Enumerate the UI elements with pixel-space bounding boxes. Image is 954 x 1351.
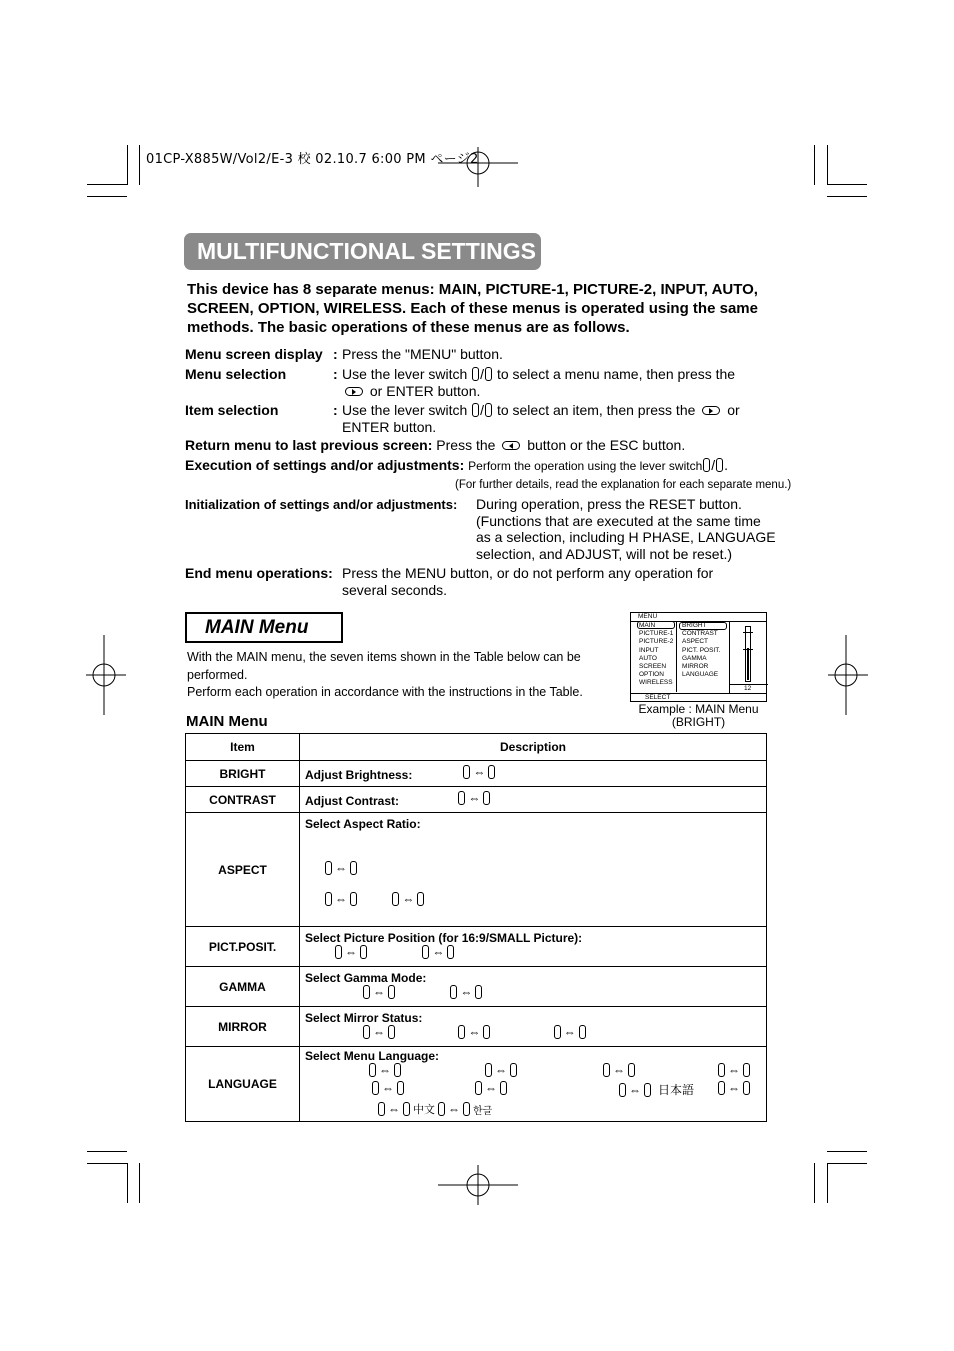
lever-down-icon — [485, 1063, 492, 1077]
op-text-part: button or the ESC button. — [527, 437, 686, 453]
lever-up-icon — [628, 1063, 635, 1077]
lever-down-icon — [718, 1063, 725, 1077]
osd-right-item: PICT. POSIT. — [682, 646, 721, 654]
op-text-part: Press the — [436, 437, 496, 453]
registration-mark-bottom — [438, 1165, 518, 1205]
op-text: Press the "MENU" button. — [342, 346, 503, 362]
lever-down-icon — [392, 892, 399, 906]
op-text-part: ENTER button. — [342, 418, 437, 435]
lever-down-icon — [475, 1081, 482, 1095]
op-label: Execution of settings and/or adjustments: — [185, 457, 465, 473]
desc-cell — [300, 1047, 767, 1122]
osd-left-list — [639, 622, 673, 688]
intro-paragraph: This device has 8 separate menus: MAIN, PICTURE-1, PICTURE-2, INPUT, AUTO, SCREEN, OPTION, WIRELESS. Each of these menus is operated using the same methods. The basic operations of these menus are as follows. — [187, 281, 758, 336]
desc-text: Select Mirror Status: — [305, 1011, 423, 1025]
position-arrows: ⇔ — [422, 945, 454, 959]
lever-down-icon — [450, 985, 457, 999]
op-colon: : — [333, 402, 338, 418]
right-button-icon — [702, 406, 720, 415]
lever-down-icon — [718, 1081, 725, 1095]
item-cell: MIRROR — [186, 1007, 300, 1047]
crop-mark — [827, 145, 828, 185]
op-label: Menu selection — [185, 366, 287, 382]
crop-mark — [827, 196, 867, 197]
lever-up-icon — [388, 1025, 395, 1039]
table-row — [186, 927, 767, 967]
lever-up-icon — [483, 1025, 490, 1039]
desc-text: Select Menu Language: — [305, 1049, 440, 1063]
osd-right-item: GAMMA — [682, 654, 707, 662]
mirror-arrows: ⇔ — [554, 1025, 586, 1039]
table-row — [186, 787, 767, 813]
registration-mark-left — [86, 635, 126, 715]
lever-down-icon — [363, 985, 370, 999]
table-row — [186, 1007, 767, 1047]
crop-mark — [814, 1163, 815, 1203]
osd-left-item: MAIN — [639, 622, 656, 629]
lever-up-icon — [360, 945, 367, 959]
op-text-part: to select a menu name, then press the — [496, 366, 736, 382]
op-text-part: During operation, press the RESET button. — [476, 496, 742, 512]
lever-up-icon — [475, 985, 482, 999]
crop-mark — [827, 1163, 828, 1203]
crop-mark — [87, 1151, 127, 1152]
mirror-arrows: ⇔ — [458, 1025, 490, 1039]
language-arrow: ⇔ 日本語 — [619, 1081, 694, 1098]
language-arrow: ⇔ — [718, 1063, 750, 1077]
desc-cell — [300, 761, 767, 787]
op-label: Menu screen display — [185, 346, 323, 362]
main-menu-desc-line: With the MAIN menu, the seven items shown in the Table below can be performed. — [187, 650, 581, 682]
osd-left-item: AUTO — [639, 654, 657, 662]
main-menu-description — [187, 649, 617, 702]
lever-up-icon — [743, 1081, 750, 1095]
position-arrows: ⇔ — [335, 945, 367, 959]
op-text-part: (Functions that are executed at the same time — [476, 512, 761, 529]
language-arrow: ⇔ — [718, 1081, 750, 1095]
table-row — [186, 813, 767, 927]
lever-down-icon — [554, 1025, 561, 1039]
lever-up-icon — [350, 861, 357, 875]
lever-down-icon — [369, 1063, 376, 1077]
item-cell: GAMMA — [186, 967, 300, 1007]
lever-down-icon — [603, 1063, 610, 1077]
col-desc-header: Description — [300, 734, 767, 761]
col-item-header: Item — [186, 734, 300, 761]
lever-up-icon — [447, 945, 454, 959]
aspect-arrows-row — [325, 892, 761, 909]
op-text-part: or — [727, 402, 740, 418]
osd-right-item: LANGUAGE — [682, 671, 719, 679]
crop-mark — [814, 145, 815, 185]
lever-down-icon — [485, 403, 492, 417]
language-arrow: ⇔ 中文 ⇔ 한글 — [378, 1101, 492, 1117]
op-text: Use the lever switch / to select an item, then press the or ENTER button. — [342, 402, 740, 435]
op-text — [342, 565, 762, 598]
lever-up-icon — [579, 1025, 586, 1039]
lever-down-icon — [325, 861, 332, 875]
position-arrows-row — [335, 945, 761, 962]
op-text: Use the lever switch / to select a menu name, then press the or ENTER button. — [342, 366, 736, 399]
op-text-part: selection, and ADJUST, will not be reset.) — [476, 545, 733, 562]
op-return — [185, 437, 775, 454]
osd-right-item: BRIGHT — [682, 622, 707, 629]
page-title: MULTIFUNCTIONAL SETTINGS — [184, 233, 541, 270]
crop-mark — [827, 184, 867, 185]
op-label: Return menu to last previous screen: — [185, 437, 433, 453]
table-title: MAIN Menu — [186, 713, 268, 730]
main-menu-heading: MAIN Menu — [185, 612, 343, 643]
mirror-arrows-row — [363, 1025, 761, 1042]
osd-left-item: WIRELESS — [639, 679, 673, 687]
crop-mark — [827, 1163, 867, 1164]
table-row — [186, 1047, 767, 1122]
aspect-arrows: ⇔ — [325, 861, 357, 875]
op-label: End menu operations: — [185, 565, 333, 581]
crop-mark — [139, 145, 140, 185]
item-cell: BRIGHT — [186, 761, 300, 787]
op-label: Initialization of settings and/or adjustments: — [185, 497, 458, 512]
osd-slider-mark — [743, 649, 753, 650]
table-header-row — [186, 734, 767, 761]
osd-left-item: INPUT — [639, 646, 659, 654]
op-menu-screen — [185, 346, 323, 363]
op-text-part: several seconds. — [342, 581, 448, 598]
gamma-arrows: ⇔ — [363, 985, 395, 999]
lever-down-icon — [335, 945, 342, 959]
lever-up-icon — [463, 765, 470, 779]
osd-right-list — [682, 622, 720, 679]
language-arrow: ⇔ — [603, 1063, 635, 1077]
op-exec-note: (For further details, read the explanation for each separate menu.) — [455, 479, 792, 491]
lever-down-icon — [716, 458, 723, 472]
lever-up-icon — [403, 1102, 410, 1116]
osd-bottom-label: SELECT — [631, 693, 766, 701]
adjust-arrows: ⇔ — [458, 791, 490, 805]
lever-up-icon — [458, 791, 465, 805]
gamma-arrows-row — [363, 985, 761, 1002]
osd-example-caption — [630, 703, 767, 729]
op-text-part: Perform the operation using the lever switch — [468, 459, 703, 473]
lever-up-icon — [388, 985, 395, 999]
osd-left-item: OPTION — [639, 671, 664, 679]
osd-left-item: PICTURE-2 — [639, 638, 674, 646]
lever-down-icon — [485, 367, 492, 381]
osd-slider-fill — [747, 648, 749, 680]
op-label: Item selection — [185, 402, 279, 418]
lever-up-icon — [472, 367, 479, 381]
desc-cell — [300, 787, 767, 813]
crop-mark — [127, 1163, 128, 1203]
osd-value: 12 — [744, 685, 752, 692]
lever-down-icon — [619, 1083, 626, 1097]
osd-divider — [676, 622, 677, 692]
op-text-part: as a selection, including H PHASE, LANGUAGE — [476, 529, 776, 545]
osd-right-item: MIRROR — [682, 663, 709, 671]
osd-right-item: ASPECT — [682, 638, 709, 646]
desc-text: Select Picture Position (for 16:9/SMALL Picture): — [305, 931, 583, 945]
language-arrows — [305, 1063, 761, 1117]
aspect-arrows: ⇔ — [325, 892, 357, 906]
caption-line: (BRIGHT) — [671, 715, 726, 729]
osd-left-item: SCREEN — [639, 663, 667, 671]
adjust-arrows: ⇔ — [463, 765, 495, 779]
table-row — [186, 761, 767, 787]
desc-text: Adjust Contrast: — [305, 794, 399, 808]
lever-down-icon — [372, 1081, 379, 1095]
op-colon: : — [333, 346, 338, 362]
item-cell: ASPECT — [186, 813, 300, 927]
print-header: 01CP-X885W/Vol2/E-3 校 02.10.7 6:00 PM ページ2 — [146, 152, 479, 167]
lever-up-icon — [510, 1063, 517, 1077]
desc-cell — [300, 813, 767, 927]
op-execution: Execution of settings and/or adjustments: Perform the operation using the lever switch / . — [185, 457, 729, 473]
registration-mark-right — [828, 635, 868, 715]
caption-line: Example : MAIN Menu — [638, 702, 759, 716]
language-arrow: ⇔ — [475, 1081, 507, 1095]
osd-menu-example — [630, 612, 767, 702]
desc-cell — [300, 967, 767, 1007]
lever-down-icon — [363, 1025, 370, 1039]
lever-up-icon — [500, 1081, 507, 1095]
lever-up-icon — [472, 403, 479, 417]
main-menu-table — [185, 733, 767, 1122]
aspect-arrows: ⇔ — [392, 892, 424, 906]
desc-text: Adjust Brightness: — [305, 768, 413, 782]
lever-up-icon — [394, 1063, 401, 1077]
left-button-icon — [502, 441, 520, 450]
op-text-part: to select an item, then press the — [496, 402, 696, 418]
lever-down-icon — [378, 1102, 385, 1116]
lever-down-icon — [325, 892, 332, 906]
table-row — [186, 967, 767, 1007]
op-text — [476, 496, 776, 562]
osd-top-label: MENU — [631, 613, 766, 622]
lever-down-icon — [422, 945, 429, 959]
op-end — [185, 565, 333, 582]
language-arrow: ⇔ — [369, 1063, 401, 1077]
osd-left-item: PICTURE-1 — [639, 630, 674, 638]
osd-slider-mark — [743, 632, 753, 633]
op-text-part: Press the MENU button, or do not perform any operation for — [342, 565, 714, 581]
lever-up-icon — [703, 458, 710, 472]
op-text-part: Use the lever switch — [342, 366, 468, 382]
lever-down-icon — [483, 791, 490, 805]
osd-slider-panel — [729, 622, 767, 693]
lever-down-icon — [458, 1025, 465, 1039]
op-menu-selection — [185, 366, 286, 383]
main-menu-desc-line: Perform each operation in accordance with the instructions in the Table. — [187, 685, 583, 699]
item-cell: LANGUAGE — [186, 1047, 300, 1122]
op-initialization — [185, 496, 457, 514]
gamma-arrows: ⇔ — [450, 985, 482, 999]
osd-right-item: CONTRAST — [682, 630, 718, 638]
lever-down-icon — [488, 765, 495, 779]
desc-text: Select Aspect Ratio: — [305, 817, 421, 831]
crop-mark — [139, 1163, 140, 1203]
op-item-selection — [185, 402, 278, 419]
crop-mark — [87, 184, 127, 185]
op-colon: : — [333, 366, 338, 382]
op-text-part: Use the lever switch — [342, 402, 468, 418]
desc-text: Select Gamma Mode: — [305, 971, 427, 985]
lever-up-icon — [397, 1081, 404, 1095]
crop-mark — [87, 196, 127, 197]
crop-mark — [827, 1151, 867, 1152]
lever-up-icon — [743, 1063, 750, 1077]
desc-cell — [300, 927, 767, 967]
lever-down-icon — [438, 1102, 445, 1116]
lang-chinese: 中文 — [413, 1103, 435, 1116]
lever-up-icon — [350, 892, 357, 906]
lang-korean: 한글 — [473, 1105, 493, 1117]
crop-mark — [87, 1163, 127, 1164]
item-cell: PICT.POSIT. — [186, 927, 300, 967]
lang-japanese: 日本語 — [658, 1083, 695, 1097]
item-cell: CONTRAST — [186, 787, 300, 813]
mirror-arrows: ⇔ — [363, 1025, 395, 1039]
language-arrow: ⇔ — [372, 1081, 404, 1095]
lever-up-icon — [644, 1083, 651, 1097]
crop-mark — [127, 145, 128, 185]
right-button-icon — [345, 387, 363, 396]
lever-up-icon — [417, 892, 424, 906]
language-arrow: ⇔ — [485, 1063, 517, 1077]
op-text-part: or ENTER button. — [369, 382, 481, 399]
lever-up-icon — [463, 1102, 470, 1116]
desc-cell — [300, 1007, 767, 1047]
